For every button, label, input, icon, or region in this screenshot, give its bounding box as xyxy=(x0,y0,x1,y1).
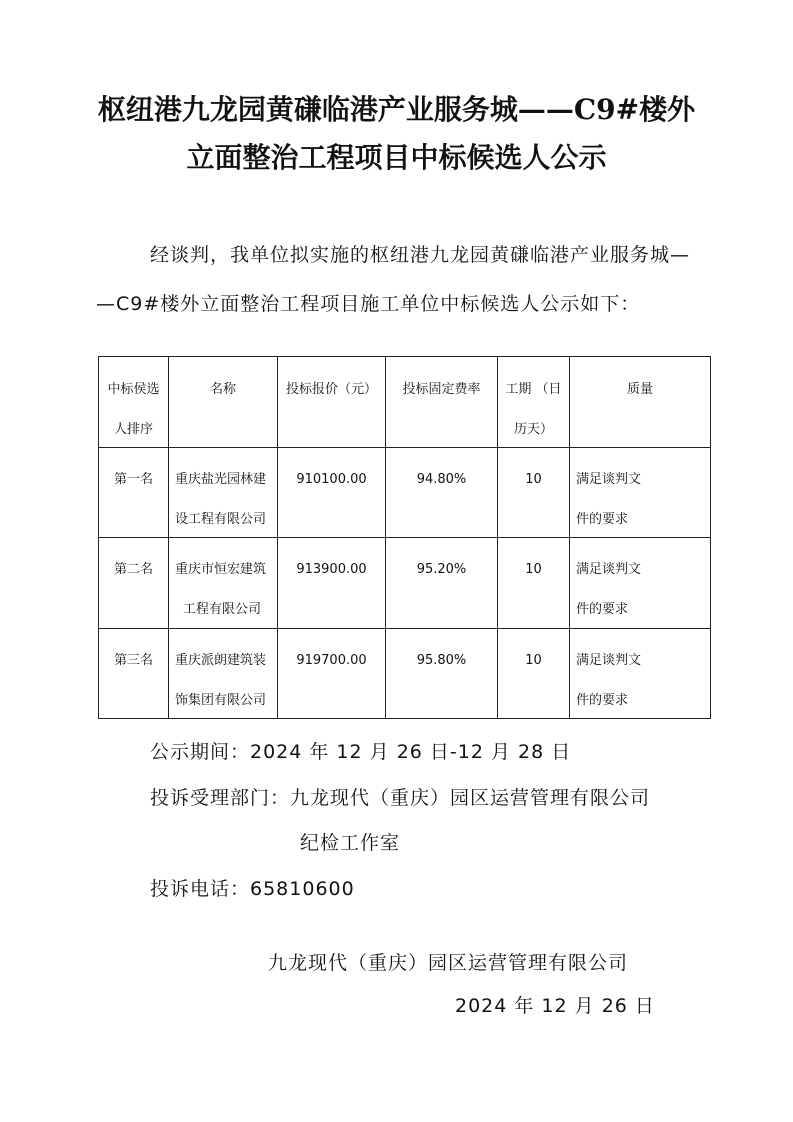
row-quality-line1: 满足谈判文 xyxy=(576,562,642,578)
publicity-period: 公示期间：2024 年 12 月 26 日-12 月 28 日 xyxy=(150,741,572,763)
intro-paragraph-line1: 经谈判，我单位拟实施的枢纽港九龙园黄磏临港产业服务城— xyxy=(150,244,691,266)
row-quality-line1: 满足谈判文 xyxy=(576,652,642,668)
row-name-line2: 工程有限公司 xyxy=(183,602,262,618)
header-rank xyxy=(99,357,169,448)
candidates-table xyxy=(98,356,711,719)
row-name-line2: 饰集团有限公司 xyxy=(175,692,267,708)
complaint-phone: 投诉电话：65810600 xyxy=(150,878,355,900)
table-header-row xyxy=(99,357,711,448)
row-quality xyxy=(570,538,711,628)
header-period xyxy=(498,357,570,448)
row-quality-line1: 满足谈判文 xyxy=(576,472,642,488)
table-row xyxy=(99,628,711,718)
row-name-line2: 设工程有限公司 xyxy=(175,512,267,528)
header-rate xyxy=(386,357,498,448)
row-days: 10 xyxy=(498,448,570,538)
row-name xyxy=(169,448,278,538)
row-name-line1: 重庆市恒宏建筑 xyxy=(175,562,267,578)
header-quality xyxy=(570,357,711,448)
row-quality xyxy=(570,628,711,718)
table-row xyxy=(99,448,711,538)
row-price: 910100.00 xyxy=(278,448,386,538)
row-rank: 第二名 xyxy=(99,538,169,628)
row-days: 10 xyxy=(498,538,570,628)
row-price: 913900.00 xyxy=(278,538,386,628)
row-rate: 94.80% xyxy=(386,448,498,538)
header-price xyxy=(278,357,386,448)
header-rank-line2: 人排序 xyxy=(113,422,153,437)
document-title-line2: 立面整治工程项目中标候选人公示 xyxy=(186,141,607,174)
complaint-department-office: 纪检工作室 xyxy=(300,832,401,854)
row-quality-line2: 件的要求 xyxy=(576,692,629,708)
row-price: 919700.00 xyxy=(278,628,386,718)
header-name xyxy=(169,357,278,448)
intro-paragraph-line2: —C9#楼外立面整治工程项目施工单位中标候选人公示如下： xyxy=(96,293,641,315)
header-period-line2: 历天） xyxy=(513,422,553,437)
row-name xyxy=(169,538,278,628)
issue-date: 2024 年 12 月 26 日 xyxy=(455,995,655,1017)
row-quality-line2: 件的要求 xyxy=(576,512,629,528)
header-rate-label: 投标固定费率 xyxy=(402,382,481,397)
header-period-line1: 工期 （日 xyxy=(505,382,562,397)
complaint-department: 投诉受理部门：九龙现代（重庆）园区运营管理有限公司 xyxy=(150,787,651,809)
row-days: 10 xyxy=(498,628,570,718)
row-name xyxy=(169,628,278,718)
header-name-label: 名称 xyxy=(209,382,236,397)
row-rank: 第一名 xyxy=(99,448,169,538)
table-row xyxy=(99,538,711,628)
row-name-line1: 重庆派朗建筑装 xyxy=(175,652,267,668)
row-quality-line2: 件的要求 xyxy=(576,602,629,618)
row-rate: 95.80% xyxy=(386,628,498,718)
row-name-line1: 重庆盐光园林建 xyxy=(175,472,267,488)
header-quality-label: 质量 xyxy=(626,382,653,397)
issuing-organization: 九龙现代（重庆）园区运营管理有限公司 xyxy=(268,952,629,974)
row-rank: 第三名 xyxy=(99,628,169,718)
header-price-label: 投标报价（元） xyxy=(285,382,377,397)
row-quality xyxy=(570,448,711,538)
document-title-line1: 枢纽港九龙园黄磏临港产业服务城——C9#楼外 xyxy=(97,93,696,126)
header-rank-line1: 中标侯选 xyxy=(107,382,160,397)
row-rate: 95.20% xyxy=(386,538,498,628)
